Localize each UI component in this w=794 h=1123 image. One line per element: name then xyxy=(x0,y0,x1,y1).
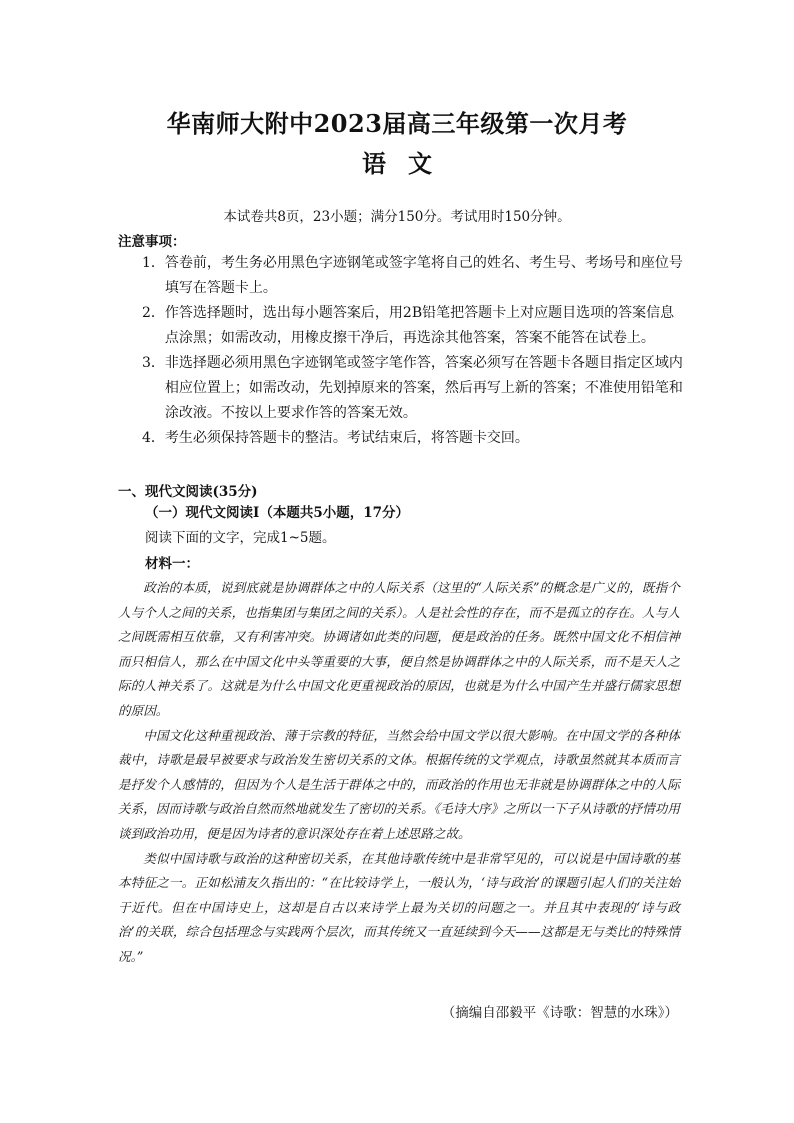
exam-title: 华南师大附中2023届高三年级第一次月考 xyxy=(166,109,628,138)
reading-instruction: 阅读下面的文字，完成1~5题。 xyxy=(145,530,336,546)
section-heading: 一、现代文阅读(35分) xyxy=(118,484,258,500)
notice-item-number: 4． xyxy=(142,430,165,446)
notice-item-text: 考生必须保持答题卡的整洁。考试结束后，将答题卡交回。 xyxy=(164,430,529,446)
notice-item-number: 1． xyxy=(142,255,165,271)
notice-item-number: 3． xyxy=(142,355,165,371)
source-citation: （摘编自邵毅平《诗歌：智慧的水珠》） xyxy=(441,1005,678,1021)
material-paragraph: 中国文化这种重视政治、薄于宗教的特征，当然会给中国文学以很大影响。在中国文学的各种体裁中，诗歌是最早被要求与政治发生密切关系的文体。根据传统的文学观点，诗歌虽然就其本质而言是抒发个人感情的，但因为个人是生活于群体之中的，而政治的作用也无非就是协调群体之中的人际关系，因而诗歌与政治自然而然地就发生了密切的关系。《毛诗大序》之所以一下子从诗歌的抒情功用谈到政治功用，便是因为诗者的意识深处存在着上述思路之故。 xyxy=(118,727,680,841)
notice-item-text: 非选择题必须用黑色字迹钢笔或签字笔作答，答案必须写在答题卡各题目指定区域内相应位置上；如需改动，先划掉原来的答案，然后再写上新的答案；不准使用铅笔和涂改液。不按以上要求作答的答案无效。 xyxy=(164,355,683,421)
material-text xyxy=(118,576,680,970)
notice-item xyxy=(142,426,687,451)
notice-item xyxy=(142,351,687,426)
notice-item-number: 2． xyxy=(142,305,165,321)
material-paragraph: 类似中国诗歌与政治的这种密切关系，在其他诗歌传统中是非常罕见的，可以说是中国诗歌的基本特征之一。正如松浦友久指出的：“在比较诗学上，一般认为，‘诗与政治’的课题引起人们的关注始于近代。但在中国诗史上，这却是自古以来诗学上最为关切的问题之一。并且其中表现的‘诗与政治’的关联，综合包括理念与实践两个层次，而其传统又一直延续到今天——这都是无与类比的特殊情况。” xyxy=(118,850,680,964)
notice-item xyxy=(142,301,687,351)
material-label: 材料一： xyxy=(145,556,199,572)
notice-item-text: 作答选择题时，选出每小题答案后，用2B铅笔把答题卡上对应题目选项的答案信息点涂黑；如需改动，用橡皮擦干净后，再选涂其他答案，答案不能答在试卷上。 xyxy=(164,305,675,346)
material-paragraph: 政治的本质，说到底就是协调群体之中的人际关系（这里的“人际关系”的概念是广义的，既指个人与个人之间的关系，也指集团与集团之间的关系）。人是社会性的存在，而不是孤立的存在。人与人之间既需相互依靠，又有利害冲突。协调诸如此类的问题，便是政治的任务。既然中国文化不相信神而只相信人，那么在中国文化中头等重要的大事，便自然是协调群体之中的人际关系，而不是天人之际的人神关系了。这就是为什么中国文化更重视政治的原因，也就是为什么中国产生并盛行儒家思想的原因。 xyxy=(118,580,680,718)
subject-title: 语文 xyxy=(362,149,454,178)
notice-heading: 注意事项： xyxy=(118,234,186,250)
exam-info: 本试卷共8页，23小题；满分150分。考试用时150分钟。 xyxy=(223,209,571,225)
notice-item-text: 答卷前，考生务必用黑色字迹钢笔或签字笔将自己的姓名、考生号、考场号和座位号填写在答题卡上。 xyxy=(164,255,683,296)
notice-list xyxy=(142,251,687,451)
subsection-heading: （一）现代文阅读Ⅰ（本题共5小题，17分） xyxy=(145,505,409,521)
notice-item xyxy=(142,251,687,301)
